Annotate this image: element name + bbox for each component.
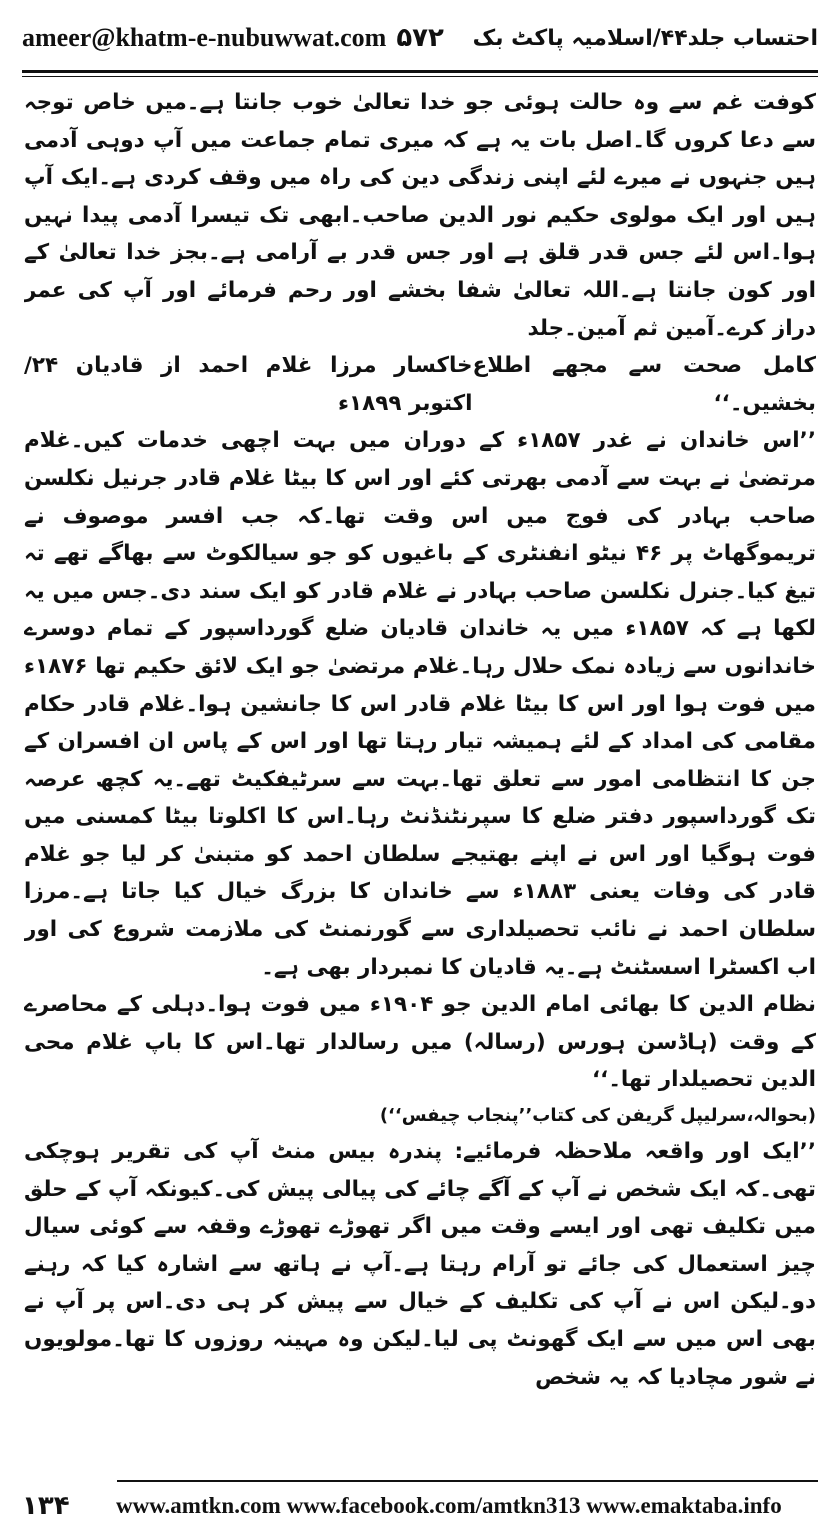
- letter-signature: خاکسار مرزا غلام احمد از قادیان ۲۴/اکتوبر ۱۸۹۹ء: [24, 353, 473, 416]
- footer-folio: ۱۳۴: [22, 1491, 70, 1521]
- page-header: [22, 8, 818, 68]
- paragraph-incident: ’’ایک اور واقعہ ملاحظہ فرمائیے: پندرہ بیس منٹ آپ کی تقریر ہوچکی تھی۔کہ ایک شخص نے آپ کے آگے چائے کی پیالی پیش کی۔کیونکہ آپ کے حلق میں تکلیف تھی اور ایسے وقت میں اگر تھوڑے تھوڑے وقفہ سے کوئی سیال چیز استعمال کی جائے تو آرام رہتا ہے۔آپ نے ہاتھ سے اشارہ کیا کہ رہنے دو۔لیکن اس نے آپ کی تکلیف کے خیال سے پیش کر ہی دی۔اس پر آپ نے بھی اس میں سے ایک گھونٹ پی لیا۔لیکن وہ مہینہ روزوں کا تھا۔مولویوں نے شور مچادیا کہ یہ شخص: [24, 1139, 816, 1390]
- paragraph-history: ’’اس خاندان نے غدر ۱۸۵۷ء کے دوران میں بہت اچھی خدمات کیں۔غلام مرتضیٰ نے بہت سے آدمی بھرتی کئے اور اس کا بیٹا غلام قادر جرنیل نکلسن صاحب بہادر کی فوج میں اس وقت تھا۔کہ جب افسر موصوف نے تریموگھاٹ پر ۴۶ نیٹو انفنٹری کے باغیوں کو جو سیالکوٹ سے بھاگے تھے تہ تیغ کیا۔جنرل نکلسن صاحب بہادر نے غلام قادر کو ایک سند دی۔جس میں یہ لکھا ہے کہ ۱۸۵۷ء میں یہ خاندان قادیان ضلع گورداسپور کے تمام دوسرے خاندانوں سے زیادہ نمک حلال رہا۔غلام مرتضیٰ جو ایک لائق حکیم تھا ۱۸۷۶ء میں فوت ہوا اور اس کا بیٹا غلام قادر اس کا جانشین ہوا۔غلام قادر حکام مقامی کی امداد کے لئے ہمیشہ تیار رہتا تھا اور اس کے پاس ان افسران کے جن کا انتظامی امور سے تعلق تھا۔بہت سے سرٹیفکیٹ تھے۔یہ کچھ عرصہ تک گورداسپور دفتر ضلع کا سپرنٹنڈنٹ رہا۔اس کا اکلوتا بیٹا کمسنی میں فوت ہوگیا اور اس نے اپنے بھتیجے سلطان احمد کو متبنیٰ کر لیا جو غلام قادر کی وفات یعنی ۱۸۸۳ء سے خاندان کا بزرگ خیال کیا جاتا ہے۔مرزا سلطان احمد نے نائب تحصیلداری سے گورنمنٹ کی ملازمت شروع کی اور اب اکسٹرا اسسٹنٹ ہے۔یہ قادیان کا نمبردار بھی ہے۔: [24, 428, 816, 980]
- footer-links[interactable]: www.amtkn.com www.facebook.com/amtkn313 www.emaktaba.info: [116, 1493, 782, 1518]
- citation: (بحوالہ،سرلیپل گریفن کی کتاب’’پنجاب چیفس‘‘): [379, 1105, 816, 1127]
- letter-closing-line: [24, 347, 816, 422]
- page-body: [24, 84, 816, 1468]
- letter-closing: کامل صحت سے مجھے اطلاع بخشیں۔‘‘: [472, 353, 816, 416]
- header-left: [22, 23, 444, 53]
- page-footer: [22, 1480, 818, 1532]
- header-rule-thin: [22, 76, 818, 77]
- paragraph-letter: کوفت غم سے وہ حالت ہوئی جو خدا تعالیٰ خوب جانتا ہے۔میں خاص توجہ سے دعا کروں گا۔اصل بات یہ ہے کہ میری تمام جماعت میں آپ دوہی آدمی ہیں جنہوں نے میرے لئے اپنی زندگی دین کی راہ میں وقف کردی ہے۔ایک آپ ہیں اور ایک مولوی حکیم نور الدین صاحب۔ابھی تک تیسرا آدمی پیدا نہیں ہوا۔اس لئے جس قدر قلق ہے اور جس قدر بے آرامی ہے۔بجز خدا تعالیٰ کے اور کون جانتا ہے۔اللہ تعالیٰ شفا بخشے اور رحم فرمائے اور آپ کی عمر دراز کرے۔آمین ثم آمین۔جلد: [24, 90, 816, 341]
- header-rule: [22, 70, 818, 73]
- paragraph-nizamuddin: نظام الدین کا بھائی امام الدین جو ۱۹۰۴ء میں فوت ہوا۔دہلی کے محاصرے کے وقت (ہاڈسن ہورس (رسالہ) میں رسالدار تھا۔اس کا باپ غلام محی الدین تحصیلدار تھا۔‘‘: [24, 992, 816, 1093]
- header-email[interactable]: ameer@khatm-e-nubuwwat.com: [22, 23, 387, 52]
- header-page-number: ۵۷۲: [396, 23, 444, 53]
- header-title: احتساب جلد۴۴/اسلامیہ پاکٹ بک: [472, 25, 818, 51]
- footer-rule: [117, 1480, 818, 1482]
